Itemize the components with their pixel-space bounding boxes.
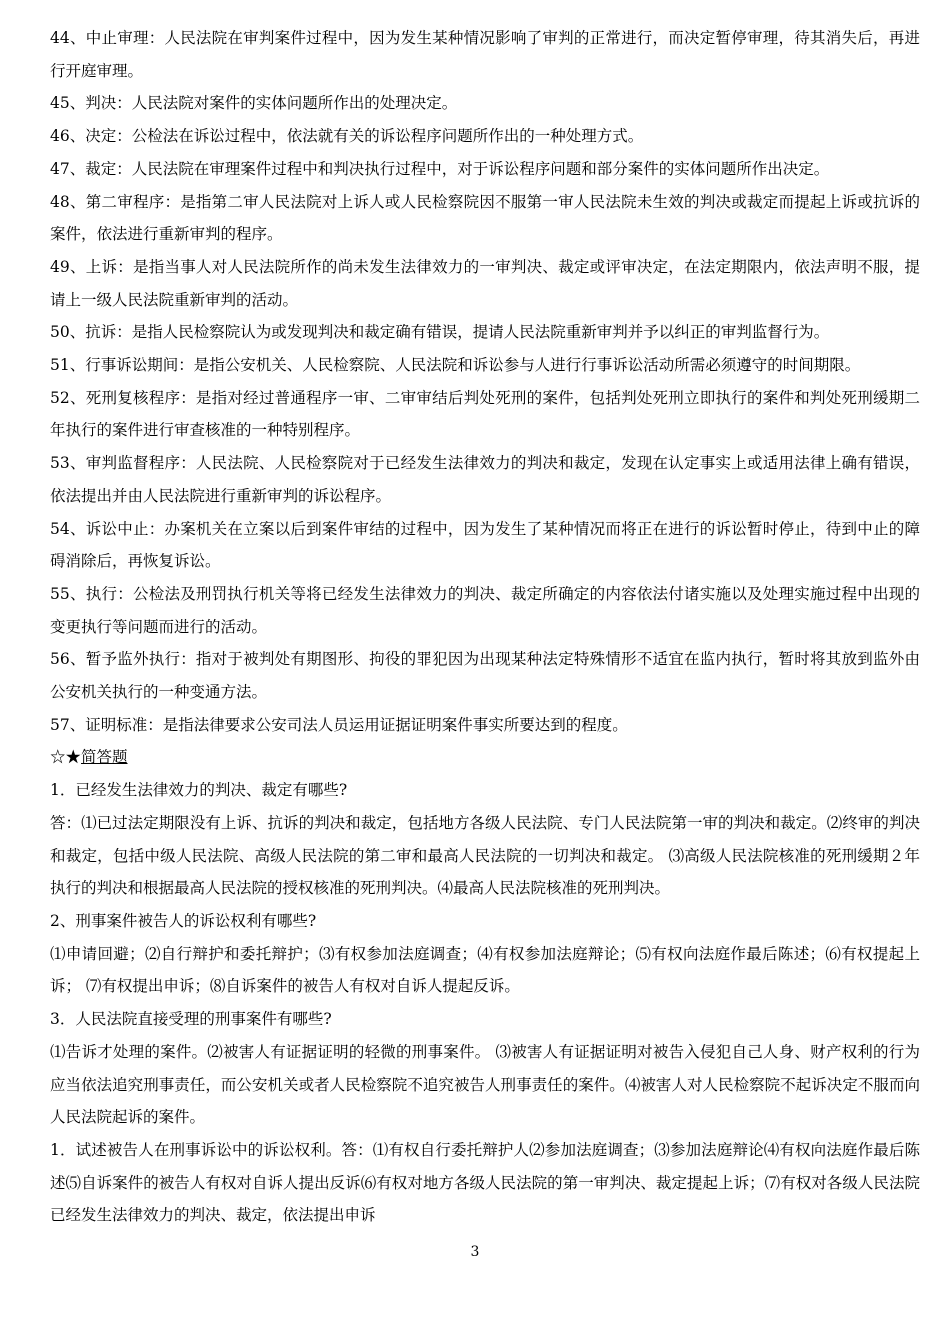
definition-paragraph: 45、判决：人民法院对案件的实体问题所作出的处理决定。 bbox=[50, 94, 458, 113]
question: 1．已经发生法律效力的判决、裁定有哪些? bbox=[50, 781, 348, 800]
answer: 答：⑴已过法定期限没有上诉、抗诉的判决和裁定，包括地方各级人民法院、专门人民法院第一审的判决和裁定。⑵终审的判决和裁定，包括中级人民法院、高级人民法院的第二审和最高人民法院的一切判决和裁定。 ⑶高级人民法院核准的死刑缓期２年执行的判决和根据最高人民法院的授权核准的死刑判决。⑷最高人民法院核准的死刑判决。 bbox=[50, 813, 920, 898]
document-body bbox=[50, 22, 920, 1232]
definition-paragraph: 44、中止审理：人民法院在审判案件过程中，因为发生某种情况影响了审判的正常进行，而决定暂停审理，待其消失后，再进行开庭审理。 bbox=[50, 29, 920, 80]
definition-paragraph: 49、上诉：是指当事人对人民法院所作的尚未发生法律效力的一审判决、裁定或评审决定，在法定期限内，依法声明不服，提请上一级人民法院重新审判的活动。 bbox=[50, 257, 920, 309]
question: 3．人民法院直接受理的刑事案件有哪些? bbox=[50, 1010, 332, 1029]
question-answer: 1．试述被告人在刑事诉讼中的诉讼权利。答：⑴有权自行委托辩护人⑵参加法庭调查；⑶参加法庭辩论⑷有权向法庭作最后陈述⑸自诉案件的被告人有权对自诉人提出反诉⑹有权对地方各级人民法院的第一审判决、裁定提起上诉；⑺有权对各级人民法院已经发生法律效力的判决、裁定，依法提出申诉 bbox=[50, 1140, 920, 1225]
definition-paragraph: 48、第二审程序：是指第二审人民法院对上诉人或人民检察院因不服第一审人民法院未生效的判决或裁定而提起上诉或抗诉的案件，依法进行重新审判的程序。 bbox=[50, 192, 920, 244]
section-heading bbox=[50, 741, 920, 774]
definition-paragraph: 53、审判监督程序：人民法院、人民检察院对于已经发生法律效力的判决和裁定，发现在认定事实上或适用法律上确有错误，依法提出并由人民法院进行重新审判的诉讼程序。 bbox=[50, 454, 920, 505]
answer: ⑴申请回避；⑵自行辩护和委托辩护；⑶有权参加法庭调查；⑷有权参加法庭辩论；⑸有权向法庭作最后陈述；⑹有权提起上诉； ⑺有权提出申诉；⑻自诉案件的被告人有权对自诉人提起反诉。 bbox=[50, 944, 920, 996]
star-icons: ☆★ bbox=[50, 748, 82, 767]
definition-paragraph: 55、执行：公检法及刑罚执行机关等将已经发生法律效力的判决、裁定所确定的内容依法付诸实施以及处理实施过程中出现的变更执行等问题而进行的活动。 bbox=[50, 584, 920, 636]
page-number: 3 bbox=[470, 1244, 480, 1260]
definition-paragraph: 57、证明标准：是指法律要求公安司法人员运用证据证明案件事实所要达到的程度。 bbox=[50, 715, 628, 734]
definition-paragraph: 56、暂予监外执行：指对于被判处有期图形、拘役的罪犯因为出现某种法定特殊情形不适宜在监内执行，暂时将其放到监外由公安机关执行的一种变通方法。 bbox=[50, 650, 920, 702]
definition-paragraph: 47、裁定：人民法院在审理案件过程中和判决执行过程中，对于诉讼程序问题和部分案件的实体问题所作出决定。 bbox=[50, 159, 830, 178]
question: 2、刑事案件被告人的诉讼权利有哪些? bbox=[50, 911, 317, 930]
definition-paragraph: 46、决定：公检法在诉讼过程中，依法就有关的诉讼程序问题所作出的一种处理方式。 bbox=[50, 127, 644, 146]
definition-paragraph: 52、死刑复核程序：是指对经过普通程序一审、二审审结后判处死刑的案件，包括判处死刑立即执行的案件和判处死刑缓期二年执行的案件进行审查核准的一种特别程序。 bbox=[50, 388, 920, 440]
section-title: 简答题 bbox=[81, 748, 128, 767]
definition-paragraph: 51、行事诉讼期间：是指公安机关、人民检察院、人民法院和诉讼参与人进行行事诉讼活动所需必须遵守的时间期限。 bbox=[50, 356, 861, 375]
definition-paragraph: 50、抗诉：是指人民检察院认为或发现判决和裁定确有错误，提请人民法院重新审判并予以纠正的审判监督行为。 bbox=[50, 323, 830, 342]
answer: ⑴告诉才处理的案件。⑵被害人有证据证明的轻微的刑事案件。 ⑶被害人有证据证明对被告入侵犯自己人身、财产权利的行为应当依法追究刑事责任，而公安机关或者人民检察院不追究被告人刑事责任的案件。⑷被害人对人民检察院不起诉决定不服而向人民法院起诉的案件。 bbox=[50, 1042, 920, 1127]
definition-paragraph: 54、诉讼中止：办案机关在立案以后到案件审结的过程中，因为发生了某种情况而将正在进行的诉讼暂时停止，待到中止的障碍消除后，再恢复诉讼。 bbox=[50, 519, 920, 571]
